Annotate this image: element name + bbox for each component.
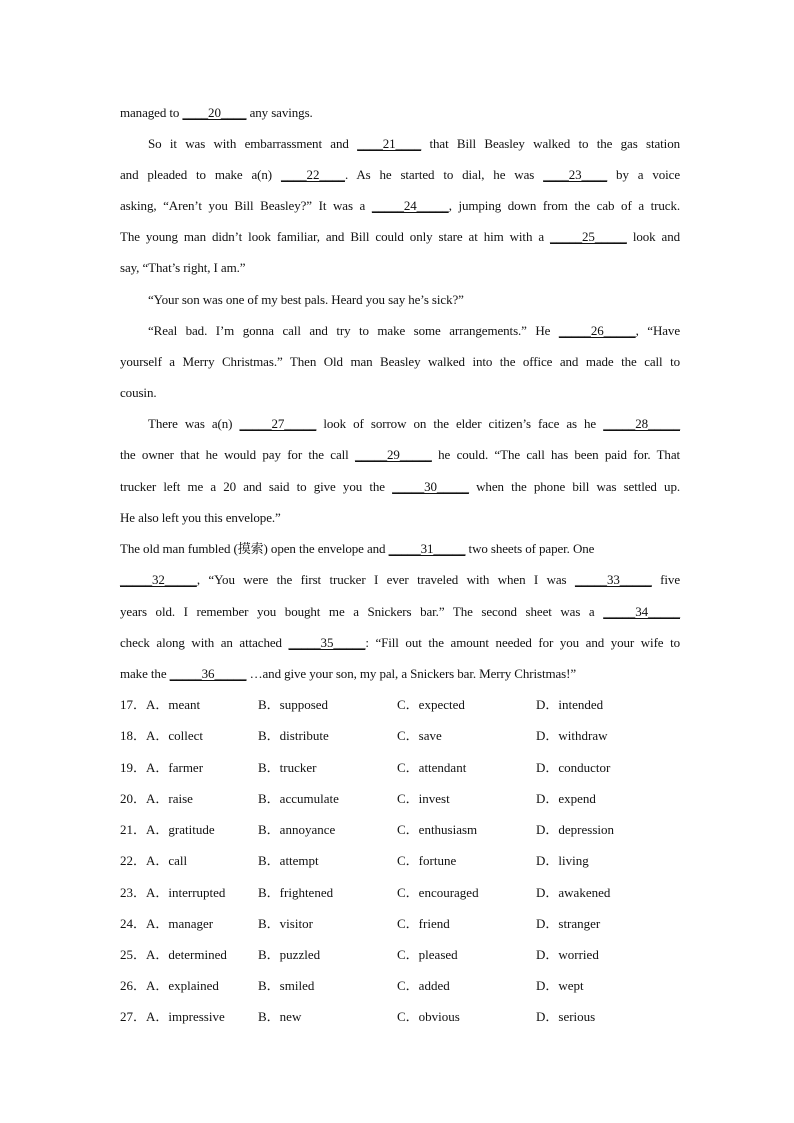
option-a: 25．A．determined (120, 947, 227, 962)
option-a: 19．A．farmer (120, 760, 204, 775)
option-a: 23．A．interrupted (120, 885, 226, 900)
option-d: D．living (536, 853, 589, 868)
blank-23: ____23____ (543, 167, 608, 182)
passage-line: yourself a Merry Christmas.” Then Old man Beasley walked into the office and made the call to (120, 354, 680, 369)
option-c: C．save (397, 728, 442, 743)
option-b: B．visitor (258, 916, 313, 931)
option-b: B．smiled (258, 978, 315, 993)
option-a: 20．A．raise (120, 791, 193, 806)
blank-29: _____29_____ (355, 447, 432, 462)
blank-31: _____31_____ (388, 541, 466, 556)
option-b: B．new (258, 1009, 302, 1024)
option-b: B．attempt (258, 853, 319, 868)
passage-line: He also left you this envelope.” (120, 510, 281, 525)
blank-36: _____36_____ (169, 666, 247, 681)
passage-line: check along with an attached _____35_____: “Fill out the amount needed for you and your wife to (120, 635, 680, 650)
option-b: B．annoyance (258, 822, 336, 837)
option-a: 24．A．manager (120, 916, 214, 931)
blank-20: ____20____ (182, 105, 247, 120)
blank-21: ____21____ (357, 136, 422, 151)
option-a: 22．A．call (120, 853, 188, 868)
passage-line: and pleaded to make a(n) ____22____. As he started to dial, he was ____23____ by a voice (120, 167, 681, 182)
blank-25: _____25_____ (550, 229, 627, 244)
passage-line: say, “That’s right, I am.” (120, 260, 246, 275)
option-d: D．awakened (536, 885, 611, 900)
option-a: 26．A．explained (120, 978, 219, 993)
passage-line: cousin. (120, 385, 157, 400)
option-a: 27．A．impressive (120, 1009, 225, 1024)
option-d: D．withdraw (536, 728, 608, 743)
passage-line: The old man fumbled (摸索) open the envelope and _____31_____ two sheets of paper. One (120, 541, 595, 556)
passage-line: the owner that he would pay for the call _____29_____ he could. “The call has been paid for. That (120, 447, 681, 462)
option-d: D．worried (536, 947, 599, 962)
option-c: C．obvious (397, 1009, 460, 1024)
blank-33: _____33_____ (574, 572, 652, 587)
option-c: C．invest (397, 791, 450, 806)
option-b: B．accumulate (258, 791, 339, 806)
option-b: B．distribute (258, 728, 329, 743)
blank-34: _____34_____ (603, 604, 680, 619)
option-c: C．attendant (397, 760, 467, 775)
option-c: C．expected (397, 697, 465, 712)
option-c: C．fortune (397, 853, 457, 868)
option-c: C．enthusiasm (397, 822, 478, 837)
option-a: 17．A．meant (120, 697, 201, 712)
option-b: B．frightened (258, 885, 334, 900)
option-d: D．wept (536, 978, 584, 993)
option-a: 18．A．collect (120, 728, 204, 743)
passage-line: “Your son was one of my best pals. Heard you say he’s sick?” (148, 292, 464, 307)
option-c: C．friend (397, 916, 450, 931)
option-a: 21．A．gratitude (120, 822, 215, 837)
blank-32: _____32_____ (120, 572, 197, 587)
option-d: D．conductor (536, 760, 611, 775)
blank-28: _____28_____ (603, 416, 680, 431)
passage-line: managed to ____20____ any savings. (120, 105, 313, 120)
passage-line: “Real bad. I’m gonna call and try to make some arrangements.” He _____26_____, “Have (148, 323, 680, 338)
passage-line: There was a(n) _____27_____ look of sorrow on the elder citizen’s face as he _____28_____ (148, 416, 680, 431)
passage-line: asking, “Aren’t you Bill Beasley?” It was a _____24_____, jumping down from the cab of a truck. (120, 198, 680, 213)
option-b: B．trucker (258, 760, 317, 775)
passage-line: So it was with embarrassment and ____21____ that Bill Beasley walked to the gas station (148, 136, 680, 151)
passage-line: years old. I remember you bought me a Snickers bar.” The second sheet was a _____34_____ (120, 604, 680, 619)
passage-line: trucker left me a 20 and said to give you the _____30_____ when the phone bill was settled up. (120, 479, 680, 494)
passage-line: The young man didn’t look familiar, and Bill could only stare at him with a _____25_____ look and (120, 229, 680, 244)
option-d: D．stranger (536, 916, 601, 931)
blank-26: _____26_____ (558, 323, 636, 338)
option-d: D．intended (536, 697, 604, 712)
blank-35: _____35_____ (288, 635, 366, 650)
passage-line: _____32_____, “You were the first trucker I ever traveled with when I was _____33_____ five (120, 572, 680, 587)
option-c: C．added (397, 978, 450, 993)
option-c: C．pleased (397, 947, 458, 962)
option-d: D．serious (536, 1009, 596, 1024)
option-d: D．expend (536, 791, 596, 806)
option-b: B．puzzled (258, 947, 321, 962)
blank-24: _____24_____ (371, 198, 449, 213)
option-c: C．encouraged (397, 885, 479, 900)
blank-27: _____27_____ (239, 416, 317, 431)
blank-30: _____30_____ (392, 479, 469, 494)
option-d: D．depression (536, 822, 614, 837)
option-b: B．supposed (258, 697, 329, 712)
blank-22: ____22____ (280, 167, 345, 182)
passage-line: make the _____36_____ …and give your son, my pal, a Snickers bar. Merry Christmas!” (120, 666, 577, 681)
